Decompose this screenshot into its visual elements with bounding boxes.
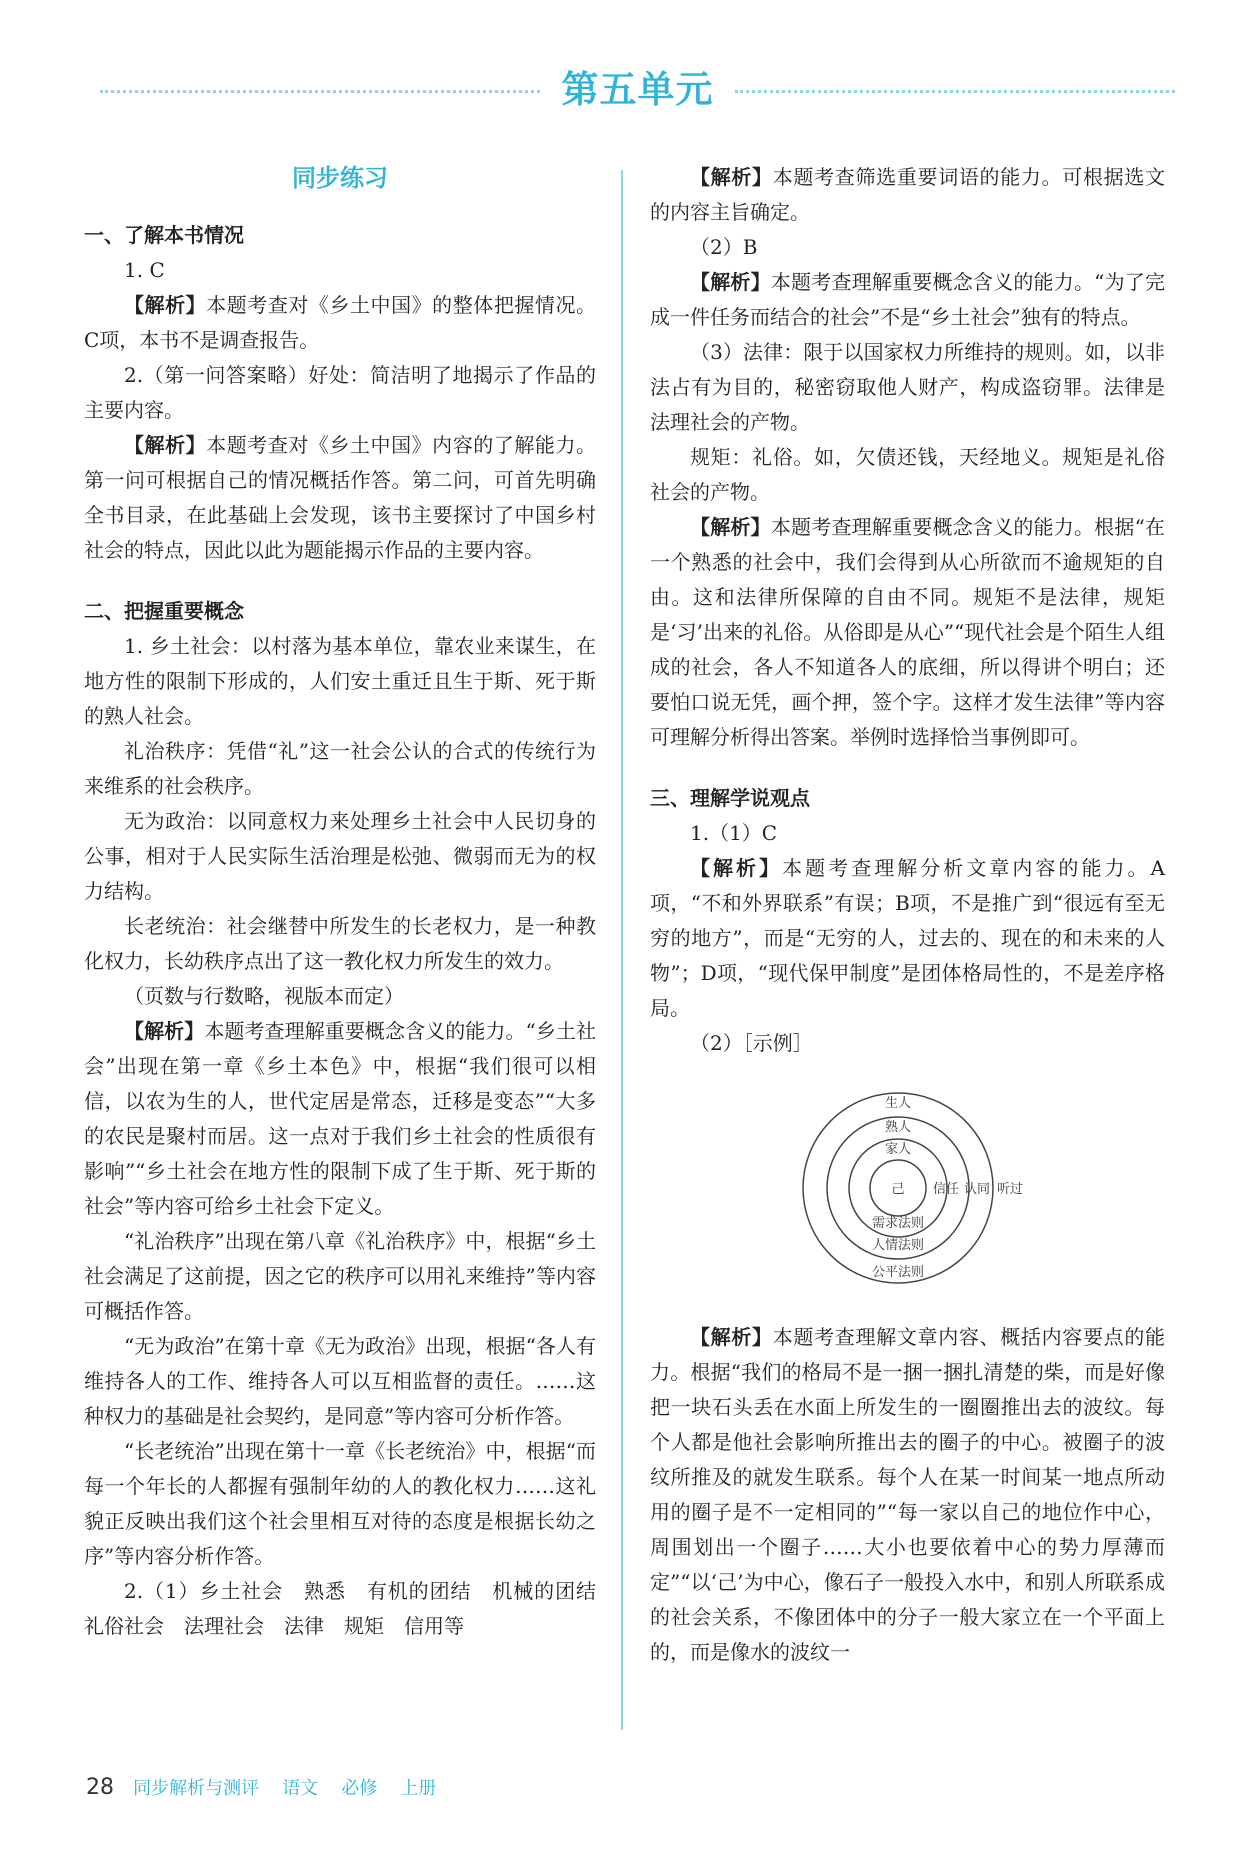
r-analysis-3-text: 本题考查理解重要概念含义的能力。根据“在一个熟悉的社会中，我们会得到从心所欲而不逾规矩的自由。这和法律所保障的自由不同。规矩不是法律，规矩是‘习’出来的礼俗。从俗即是从心”“现代社会是个陌生人组成的社会，各人不知道各人的底细，所以得讲个明白；还要怕口说无凭，画个押，签个字。这样才发生法律”等内容可理解分析得出答案。举例时选择恰当事例即可。 xyxy=(650,515,1166,749)
r-analysis-3 xyxy=(650,510,1165,755)
q1-analysis-text: 本题考查对《乡土中国》的整体把握情况。C项，本书不是调查报告。 xyxy=(84,293,597,352)
r-analysis-2 xyxy=(650,265,1165,335)
r-analysis-4-text: 本题考查理解分析文章内容的能力。A项，“不和外界联系”有误；B项，不是推广到“很远有至无穷的地方”，而是“无穷的人，过去的、现在的和未来的人物”；D项，“现代保甲制度”是团体格局性的，不是差序格局。 xyxy=(650,856,1165,1020)
analysis-tag: 【解析】 xyxy=(690,270,771,294)
left-column xyxy=(84,160,616,1644)
rule-label-need: 需求法则 xyxy=(871,1216,925,1231)
concept-4: 长老统治：社会继替中所发生的长老权力，是一种教化权力，长幼秩序点出了这一教化权力所发生的效力。 xyxy=(84,914,596,973)
q1-analysis xyxy=(84,288,596,358)
arrow-label-trust: 信任 xyxy=(932,1182,960,1197)
ring-label-family: 家人 xyxy=(884,1142,912,1157)
r-analysis-2-text: 本题考查理解重要概念含义的能力。“为了完成一件任务而结合的社会”不是“乡土社会”独有的特点。 xyxy=(650,270,1166,329)
concept-2: 礼治秩序：凭借“礼”这一社会公认的合式的传统行为来维系的社会秩序。 xyxy=(84,739,596,798)
r-analysis-5-text: 本题考查理解文章内容、概括内容要点的能力。根据“我们的格局不是一捆一捆扎清楚的柴，而是好像把一块石头丢在水面上所发生的一圈圈推出去的波纹。每个人都是他社会影响所推出去的圈子的中心。被圈子的波纹所推及的就发生联系。每个人在某一时间某一地点所动用的圈子是不一定相同的”“每一家以自己的地位作中心，周围划出一个圈子……大小也要依着中心的势力厚薄而定”“以‘己’为中心，像石子一般投入水中，和别人所联系成的社会关系，不像团体中的分子一般大家立在一个平面上的，而是像水的波纹一 xyxy=(650,1325,1166,1664)
book-title: 同步解析与测评 xyxy=(133,1778,260,1799)
arrow-label-identify: 认同 xyxy=(963,1182,991,1197)
header-dotted-line-left xyxy=(100,90,540,93)
section-title: 同步练习 xyxy=(292,164,388,192)
heading-3: 三、理解学说观点 xyxy=(650,786,810,810)
analysis-tag: 【解析】 xyxy=(690,165,773,189)
concentric-circles-diagram xyxy=(650,1065,1165,1310)
q1-answer: 1. C xyxy=(124,258,165,282)
concept-note: （页数与行数略，视版本而定） xyxy=(124,984,404,1008)
q2-1-answer: 2.（1）乡土社会 熟悉 有机的团结 机械的团结 礼俗社会 法理社会 法律 规矩 信用等 xyxy=(84,1579,616,1638)
r-answer-4: 1.（1）C xyxy=(690,821,778,845)
r-answer-2: （2）B xyxy=(690,235,758,259)
r-answer-3: （3）法律：限于以国家权力所维持的规则。如，以非法占有为目的，秘密窃取他人财产，构成盗窃罪。法律是法理社会的产物。 xyxy=(650,340,1165,434)
page-footer xyxy=(86,1774,454,1800)
r-analysis-5 xyxy=(650,1320,1165,1670)
rule-label-fair: 公平法则 xyxy=(871,1265,925,1280)
q2-analysis xyxy=(84,428,596,568)
book-type: 必修 xyxy=(341,1778,378,1799)
concept-analysis-2: “礼治秩序”出现在第八章《礼治秩序》中，根据“乡土社会满足了这前提，因之它的秩序可以用礼来维持”等内容可概括作答。 xyxy=(84,1229,596,1323)
arrow-label-heard: 听过 xyxy=(996,1182,1024,1197)
r-analysis-4 xyxy=(650,851,1165,1026)
analysis-tag: 【解析】 xyxy=(124,1019,205,1043)
page-number: 28 xyxy=(86,1775,114,1800)
q2-analysis-text: 本题考查对《乡土中国》内容的了解能力。第一问可根据自己的情况概括作答。第二问，可首先明确全书目录，在此基础上会发现，该书主要探讨了中国乡村社会的特点，因此以此为题能揭示作品的主要内容。 xyxy=(84,433,597,562)
ring-label-self: 己 xyxy=(891,1182,905,1197)
book-subject: 语文 xyxy=(282,1778,319,1799)
concept-analysis xyxy=(84,1014,596,1224)
r-example-label: （2）［示例］ xyxy=(690,1031,813,1055)
heading-2: 二、把握重要概念 xyxy=(84,599,244,623)
analysis-tag: 【解析】 xyxy=(124,433,207,457)
header-dotted-line-right xyxy=(735,90,1175,93)
q2-answer: 2.（第一问答案略）好处：简洁明了地揭示了作品的主要内容。 xyxy=(84,363,596,422)
ring-label-acquaintance: 熟人 xyxy=(884,1120,912,1135)
concept-1: 1. 乡土社会：以村落为基本单位，靠农业来谋生，在地方性的限制下形成的，人们安土重迁且生于斯、死于斯的熟人社会。 xyxy=(84,634,596,728)
right-column xyxy=(650,160,1165,1670)
concept-analysis-text: 本题考查理解重要概念含义的能力。“乡土社会”出现在第一章《乡土本色》中，根据“我们很可以相信，以农为生的人，世代定居是常态，迁移是变态”“大多的农民是聚村而居。这一点对于我们乡土社会的性质很有影响”“乡土社会在地方性的限制下成了生于斯、死于斯的社会”等内容可给乡土社会下定义。 xyxy=(84,1019,596,1218)
r-answer-3b: 规矩：礼俗。如，欠债还钱，天经地义。规矩是礼俗社会的产物。 xyxy=(650,445,1165,504)
concept-3: 无为政治：以同意权力来处理乡土社会中人民切身的公事，相对于人民实际生活治理是松弛、微弱而无为的权力结构。 xyxy=(84,809,596,903)
book-volume: 上册 xyxy=(400,1778,437,1799)
ring-label-stranger: 生人 xyxy=(884,1096,912,1111)
analysis-tag: 【解析】 xyxy=(690,856,783,880)
r-analysis-1-text: 本题考查筛选重要词语的能力。可根据选文的内容主旨确定。 xyxy=(650,165,1166,224)
concept-analysis-4: “长老统治”出现在第十一章《长老统治》中，根据“而每一个年长的人都握有强制年幼的人的教化权力……这礼貌正反映出我们这个社会里相互对待的态度是根据长幼之序”等内容分析作答。 xyxy=(84,1439,596,1568)
rule-label-favor: 人情法则 xyxy=(871,1238,925,1253)
concept-analysis-3: “无为政治”在第十章《无为政治》出现，根据“各人有维持各人的工作、维持各人可以互相监督的责任。……这种权力的基础是社会契约，是同意”等内容可分析作答。 xyxy=(84,1334,596,1428)
column-divider xyxy=(621,170,623,1730)
r-analysis-1 xyxy=(650,160,1165,230)
heading-1: 一、了解本书情况 xyxy=(84,223,244,247)
analysis-tag: 【解析】 xyxy=(690,515,771,539)
analysis-tag: 【解析】 xyxy=(124,293,207,317)
unit-title: 第五单元 xyxy=(561,68,714,111)
analysis-tag: 【解析】 xyxy=(690,1325,773,1349)
unit-header xyxy=(100,62,1175,118)
